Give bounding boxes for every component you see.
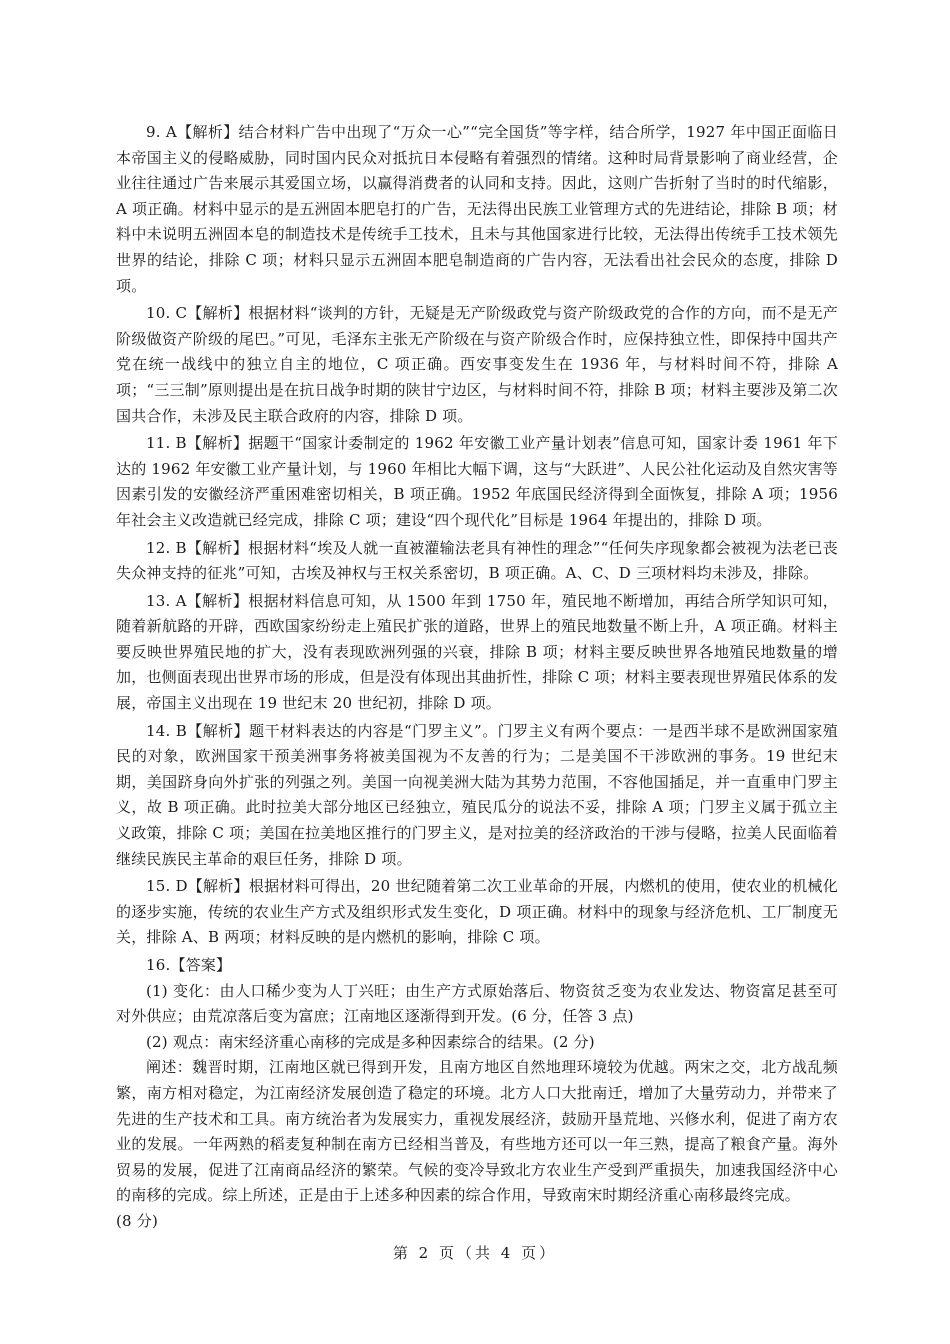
answer-10: 10. C【解析】根据材料“谈判的方针，无疑是无产阶级政党与资产阶级政党的合作的方向，而不是无产阶级做资产阶级的尾巴。”可见，毛泽东主张无产阶级在与资产阶级合作时，应保持独立性，即保持中国共产党在统一战线中的独立自主的地位，C 项正确。西安事变发生在 1936 年，与材料时间不符，排除 A 项；“三三制”原则提出是在抗日战争时期的陕甘宁边区，与材料时间不符，排除 B 项；材料主要涉及第二次国共合作，未涉及民主联合政府的内容，排除 D 项。	[116, 304, 838, 425]
answer-9: 9. A【解析】结合材料广告中出现了“万众一心”“完全国货”等字样，结合所学，1927 年中国正面临日本帝国主义的侵略威胁，同时国内民众对抵抗日本侵略有着强烈的情绪。这种时局背景影响了商业经营，企业往往通过广告来展示其爱国立场，以赢得消费者的认同和支持。因此，这则广告折射了当时的时代缩影，A 项正确。材料中显示的是五洲固本肥皂打的广告，无法得出民族工业管理方式的先进结论，排除 B 项；材料中未说明五洲固本皂的制造技术是传统手工技术，且未与其他国家进行比较，无法得出传统手工技术领先世界的结论，排除 C 项；材料只显示五洲固本肥皂制造商的广告内容，无法看出社会民众的态度，排除 D 项。	[116, 123, 838, 295]
answer-16-part-1: (1) 变化：由人口稀少变为人丁兴旺；由生产方式原始落后、物资贫乏变为农业发达、物资富足甚至可对外供应；由荒凉落后变为富庶；江南地区逐渐得到开发。(6 分，任答 3 点)	[116, 981, 838, 1026]
answer-12: 12. B【解析】根据材料“埃及人就一直被灌输法老具有神性的理念”“任何失序现象都会被视为法老已丧失众神支持的征兆”可知，古埃及神权与王权关系密切，B 项正确。A、C、D 三项材料均未涉及，排除。	[116, 538, 838, 583]
answer-16-part-3: 阐述：魏晋时期，江南地区就已得到开发，且南方地区自然地理环境较为优越。两宋之交，北方战乱频繁，南方相对稳定，为江南经济发展创造了稳定的环境。北方人口大批南迁，增加了大量劳动力，并带来了先进的生产技术和工具。南方统治者为发展实力，重视发展经济，鼓励开垦荒地、兴修水利，促进了南方农业的发展。一年两熟的稻麦复种制在南方已经相当普及，有些地方还可以一年三熟，提高了粮食产量。海外贸易的发展，促进了江南商品经济的繁荣。气候的变冷导致北方农业生产受到严重损失，加速我国经济中心的南移的完成。综上所述，正是由于上述多种因素的综合作用，导致南宋时期经济重心南移最终完成。	[116, 1058, 838, 1205]
answer-11: 11. B【解析】据题干“国家计委制定的 1962 年安徽工业产量计划表”信息可知，国家计委 1961 年下达的 1962 年安徽工业产量计划，与 1960 年相比大幅下调，这与“大跃进”、人民公社化运动及自然灾害等因素引发的安徽经济严重困难密切相关，B 项正确。1952 年底国民经济得到全面恢复，排除 A 项；1956 年社会主义改造就已经完成，排除 C 项；建设“四个现代化”目标是 1964 年提出的，排除 D 项。	[116, 434, 838, 529]
answer-13: 13. A【解析】根据材料信息可知，从 1500 年到 1750 年，殖民地不断增加，再结合所学知识可知，随着新航路的开辟，西欧国家纷纷走上殖民扩张的道路，世界上的殖民地数量不断上升，A 项正确。材料主要反映世界殖民地的扩大，没有表现欧洲列强的兴衰，排除 B 项；材料主要反映世界各地殖民地数量的增加，也侧面表现出世界市场的形成，但是没有体现出其曲折性，排除 C 项；材料主要表现世界殖民体系的发展，帝国主义出现在 19 世纪末 20 世纪初，排除 D 项。	[116, 591, 838, 713]
answer-16-score: (8 分)	[116, 1211, 159, 1230]
answer-14: 14. B【解析】题干材料表达的内容是“门罗主义”。门罗主义有两个要点：一是西半球不是欧洲国家殖民的对象，欧洲国家干预美洲事务将被美国视为不友善的行为；二是美国不干涉欧洲的事务。19 世纪末期，美国跻身向外扩张的列强之列。美国一向视美洲大陆为其势力范围，不容他国插足，并一直重申门罗主义，故 B 项正确。此时拉美大部分地区已经独立，殖民瓜分的说法不妥，排除 A 项；门罗主义属于孤立主义政策，排除 C 项；美国在拉美地区推行的门罗主义，是对拉美的经济政治的干涉与侵略，拉美人民面临着继续民族民主革命的艰巨任务，排除 D 项。	[116, 721, 838, 868]
answer-15: 15. D【解析】根据材料可得出，20 世纪随着第二次工业革命的开展，内燃机的使用，使农业的机械化的逐步实施，传统的农业生产方式及组织形式发生变化，D 项正确。材料中的现象与经济危机、工厂制度无关，排除 A、B 两项；材料反映的是内燃机的影响，排除 C 项。	[116, 877, 838, 947]
answer-16-heading: 16.【答案】	[146, 956, 232, 974]
answer-16-part-2: (2) 观点：南宋经济重心南移的完成是多种因素综合的结果。(2 分)	[146, 1032, 595, 1051]
answer-content	[116, 120, 838, 1235]
page-number: 第 2 页（共 4 页）	[392, 1244, 558, 1262]
